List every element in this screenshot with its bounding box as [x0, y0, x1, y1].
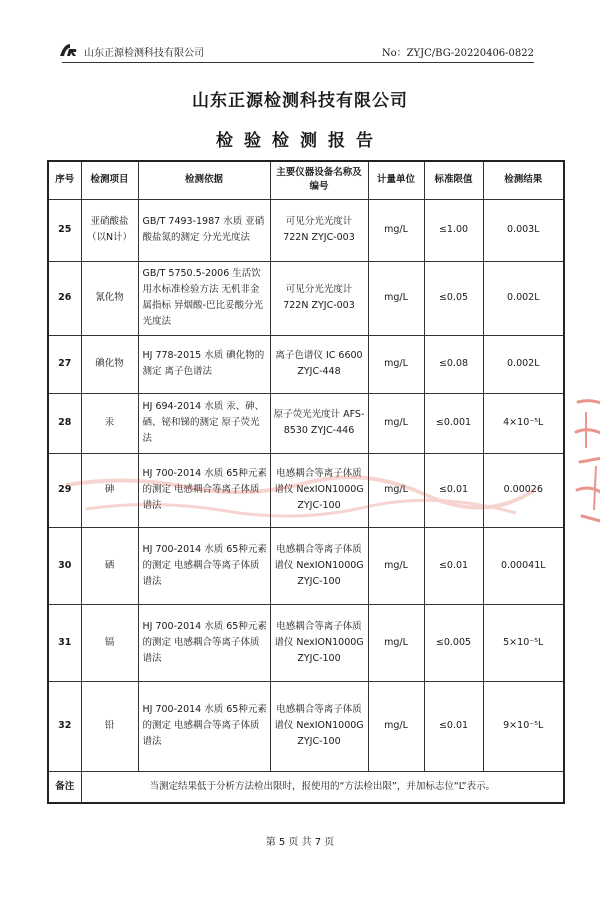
- row-limit: ≤1.00: [424, 199, 483, 261]
- row-unit: mg/L: [368, 335, 424, 393]
- row-instrument: 电感耦合等离子体质谱仪 NexION1000G ZYJC-100: [270, 604, 368, 681]
- row-unit: mg/L: [368, 199, 424, 261]
- header-company-name: 山东正源检测科技有限公司: [84, 48, 204, 59]
- row-limit: ≤0.08: [424, 335, 483, 393]
- header-seq: 序号: [48, 161, 81, 199]
- seal-bleed-icon: [66, 465, 536, 525]
- seal-stamp-icon: [572, 392, 600, 532]
- row-seq: 29: [48, 453, 81, 527]
- table-row: [48, 393, 564, 453]
- row-limit: ≤0.01: [424, 681, 483, 771]
- row-limit: ≤0.01: [424, 453, 483, 527]
- row-item: 镉: [81, 604, 138, 681]
- row-instrument: 离子色谱仪 IC 6600 ZYJC-448: [270, 335, 368, 393]
- row-item: 铅: [81, 681, 138, 771]
- row-basis: HJ 778-2015 水质 碘化物的测定 离子色谱法: [138, 335, 270, 393]
- note-label: 备注: [48, 771, 81, 803]
- row-limit: ≤0.001: [424, 393, 483, 453]
- row-item: 汞: [81, 393, 138, 453]
- table-row: [48, 681, 564, 771]
- header-basis: 检测依据: [138, 161, 270, 199]
- row-seq: 30: [48, 527, 81, 604]
- page-title: 山东正源检测科技有限公司: [192, 91, 408, 111]
- page-footer: 第 5 页 共 7 页: [265, 837, 335, 848]
- row-instrument: 原子荧光光度计 AFS-8530 ZYJC-446: [270, 393, 368, 453]
- row-seq: 25: [48, 199, 81, 261]
- row-seq: 31: [48, 604, 81, 681]
- row-item: 硒: [81, 527, 138, 604]
- note-text: 当测定结果低于分析方法检出限时，报使用的“方法检出限”，并加标志位“L”表示。: [81, 771, 564, 803]
- row-unit: mg/L: [368, 681, 424, 771]
- row-limit: ≤0.05: [424, 261, 483, 335]
- row-unit: mg/L: [368, 453, 424, 527]
- row-item: 氰化物: [81, 261, 138, 335]
- row-basis: HJ 700-2014 水质 65种元素的测定 电感耦合等离子体质谱法: [138, 681, 270, 771]
- table-row: [48, 335, 564, 393]
- row-result: 4×10⁻⁵L: [483, 393, 564, 453]
- header-limit: 标准限值: [424, 161, 483, 199]
- row-limit: ≤0.005: [424, 604, 483, 681]
- row-item: 碘化物: [81, 335, 138, 393]
- row-result: 0.002L: [483, 335, 564, 393]
- row-result: 0.003L: [483, 199, 564, 261]
- row-basis: HJ 700-2014 水质 65种元素的测定 电感耦合等离子体质谱法: [138, 527, 270, 604]
- page-header: [62, 40, 534, 63]
- table-row: [48, 199, 564, 261]
- row-instrument: 电感耦合等离子体质谱仪 NexION1000G ZYJC-100: [270, 681, 368, 771]
- row-basis: HJ 700-2014 水质 65种元素的测定 电感耦合等离子体质谱法: [138, 604, 270, 681]
- row-unit: mg/L: [368, 527, 424, 604]
- row-instrument: 可见分光光度计 722N ZYJC-003: [270, 199, 368, 261]
- report-subtitle: 检验检测报告: [216, 131, 384, 151]
- row-item: 亚硝酸盐（以N计）: [81, 199, 138, 261]
- row-result: 5×10⁻⁵L: [483, 604, 564, 681]
- table-row: [48, 527, 564, 604]
- row-seq: 32: [48, 681, 81, 771]
- row-instrument: 电感耦合等离子体质谱仪 NexION1000G ZYJC-100: [270, 527, 368, 604]
- report-number: No：ZYJC/BG-20220406-0822: [381, 48, 534, 59]
- row-result: 9×10⁻⁵L: [483, 681, 564, 771]
- row-basis: GB/T 5750.5-2006 生活饮用水标准检验方法 无机非金属指标 异烟酸-巴比妥酸分光光度法: [138, 261, 270, 335]
- header-result: 检测结果: [483, 161, 564, 199]
- row-seq: 28: [48, 393, 81, 453]
- row-result: 0.00041L: [483, 527, 564, 604]
- row-unit: mg/L: [368, 393, 424, 453]
- row-result: 0.00026: [483, 453, 564, 527]
- table-row: [48, 261, 564, 335]
- row-result: 0.002L: [483, 261, 564, 335]
- row-seq: 27: [48, 335, 81, 393]
- table-row: [48, 604, 564, 681]
- header-instrument: 主要仪器设备名称及编号: [270, 161, 368, 199]
- row-item: 砷: [81, 453, 138, 527]
- row-unit: mg/L: [368, 604, 424, 681]
- header-unit: 计量单位: [368, 161, 424, 199]
- header-item: 检测项目: [81, 161, 138, 199]
- company-logo-icon: [58, 40, 78, 60]
- row-basis: HJ 694-2014 水质 汞、砷、硒、铋和锑的测定 原子荧光法: [138, 393, 270, 453]
- row-instrument: 电感耦合等离子体质谱仪 NexION1000G ZYJC-100: [270, 453, 368, 527]
- row-instrument: 可见分光光度计 722N ZYJC-003: [270, 261, 368, 335]
- row-unit: mg/L: [368, 261, 424, 335]
- row-basis: GB/T 7493-1987 水质 亚硝酸盐氮的测定 分光光度法: [138, 199, 270, 261]
- row-limit: ≤0.01: [424, 527, 483, 604]
- table-header-row: [48, 161, 564, 199]
- row-seq: 26: [48, 261, 81, 335]
- row-basis: HJ 700-2014 水质 65种元素的测定 电感耦合等离子体质谱法: [138, 453, 270, 527]
- note-row: [48, 771, 564, 803]
